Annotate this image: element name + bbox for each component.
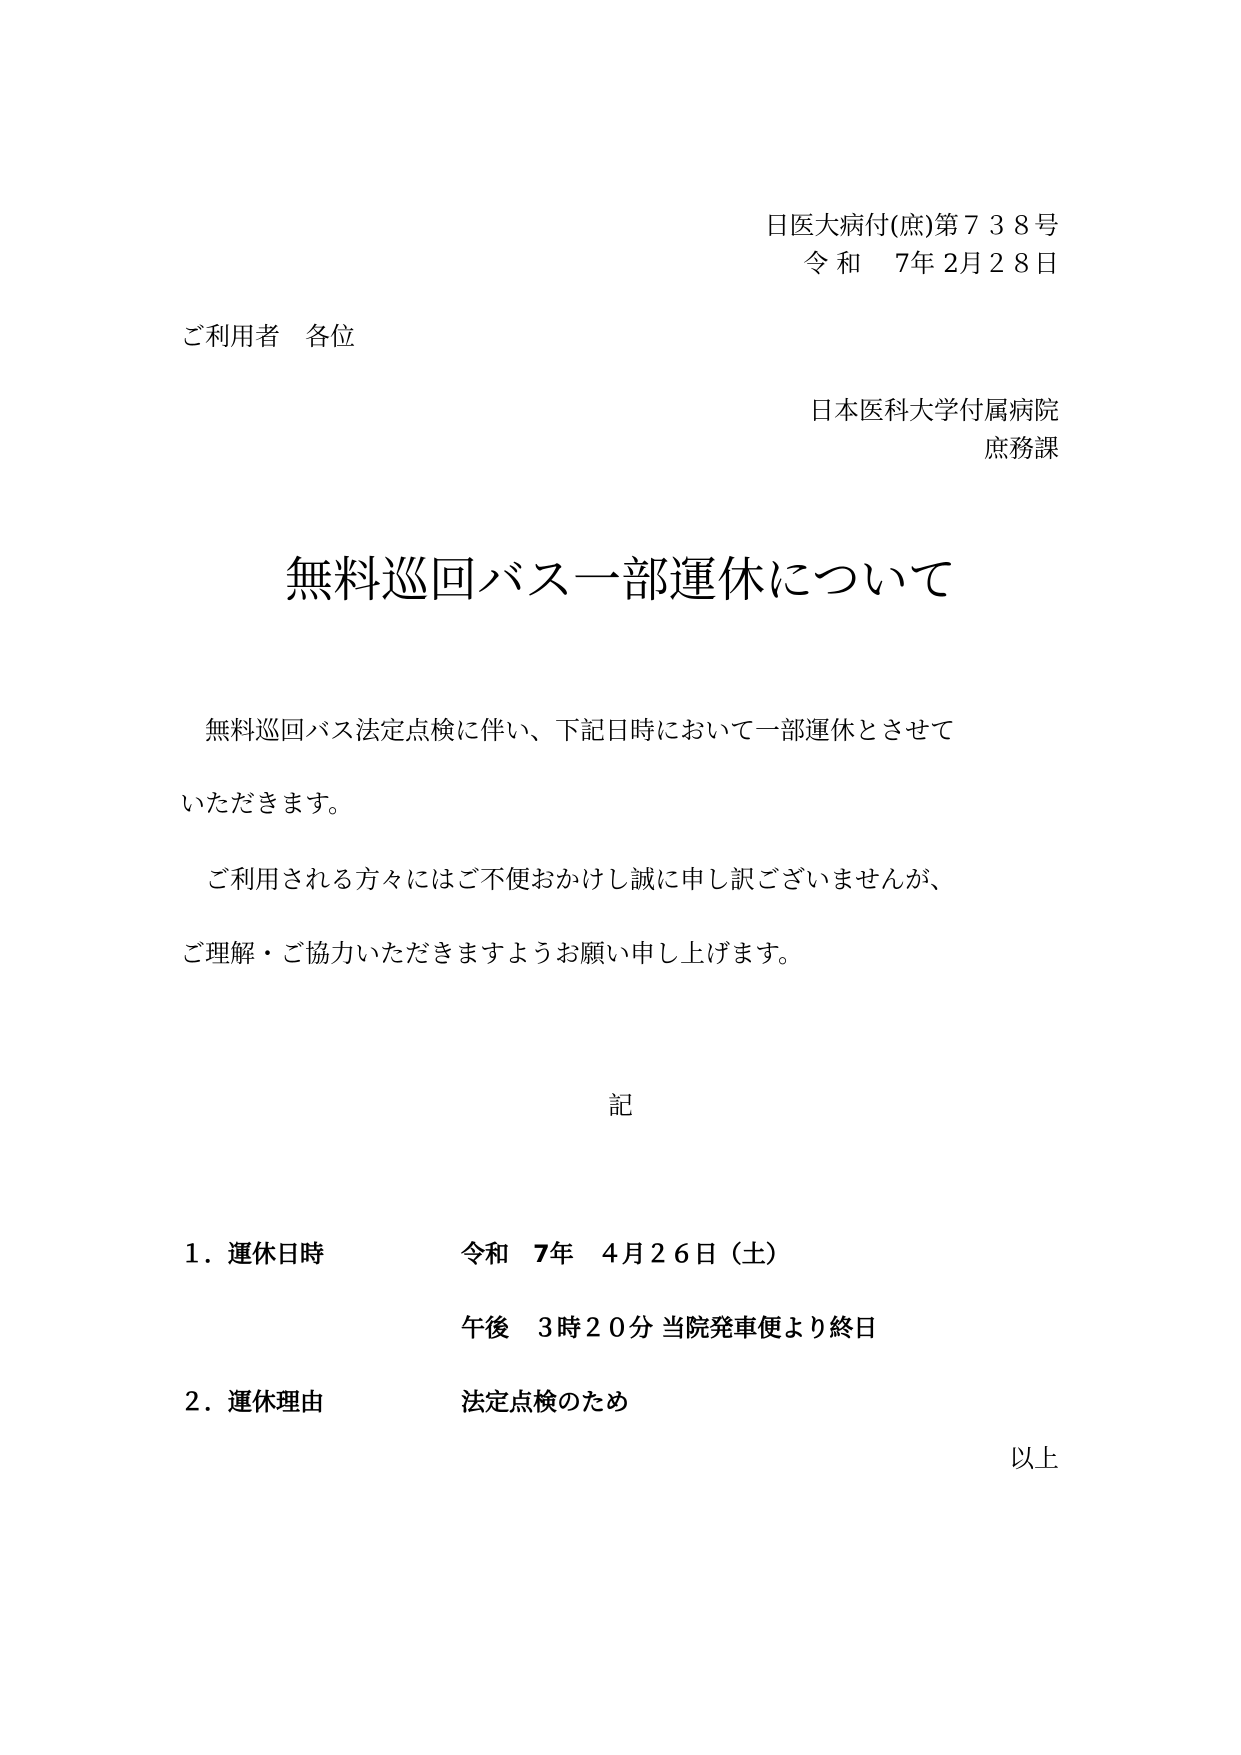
sender-department: 庶務課	[983, 434, 1059, 463]
item-1-value-line-1: 令和 7年 ４月２６日（土）	[461, 1240, 790, 1268]
body-paragraph-2-line-2: ご理解・ご協力いただきますようお願い申し上げます。	[180, 939, 804, 968]
addressee: ご利用者 各位	[180, 322, 356, 351]
item-2-label: ２．運休理由	[180, 1388, 324, 1416]
sender-organization: 日本医科大学付属病院	[808, 396, 1059, 425]
ki-heading: 記	[607, 1091, 633, 1120]
body-paragraph-2-line-1: ご利用される方々にはご不便おかけし誠に申し訳ございませんが、	[180, 865, 956, 894]
body-paragraph-1-line-2: いただきます。	[180, 789, 354, 818]
document-number: 日医大病付(庶)第７３８号	[764, 211, 1059, 240]
item-1-label: １．運休日時	[180, 1240, 324, 1268]
document-title: 無料巡回バス一部運休について	[284, 552, 957, 608]
item-1-value-line-2: 午後 ３時２０分 当院発車便より終日	[461, 1314, 878, 1342]
body-paragraph-1-line-1: 無料巡回バス法定点検に伴い、下記日時において一部運休とさせて	[180, 716, 956, 745]
item-2-value-line-1: 法定点検のため	[461, 1388, 629, 1416]
closing-text: 以上	[1008, 1444, 1059, 1473]
issue-date: 令 和 7年 2月２８日	[803, 249, 1059, 278]
